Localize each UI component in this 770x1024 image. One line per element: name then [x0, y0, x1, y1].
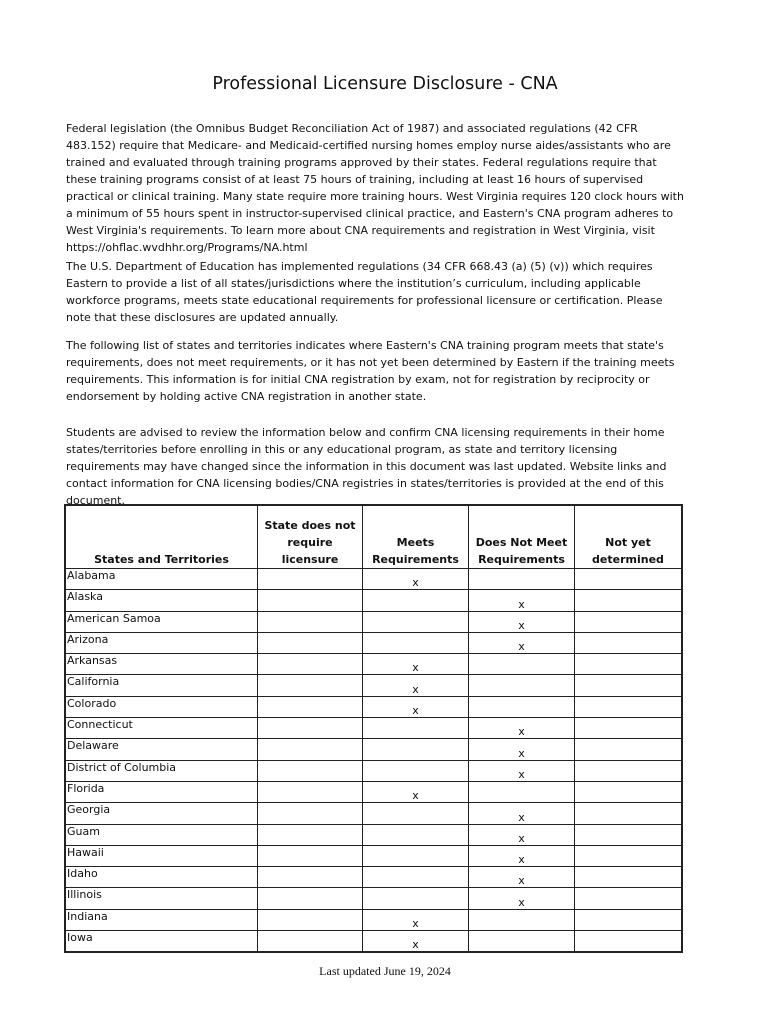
- cell-does-not-meet: x: [469, 739, 575, 760]
- cell-not-determined: [575, 803, 683, 824]
- cell-meets: x: [363, 696, 469, 717]
- page-title: Professional Licensure Disclosure - CNA: [212, 74, 558, 94]
- cell-not-required: [258, 781, 363, 802]
- cell-not-required: [258, 611, 363, 632]
- cell-does-not-meet: [469, 696, 575, 717]
- header-line: Requirements: [478, 553, 565, 566]
- header-line: States and Territories: [94, 553, 229, 566]
- cell-meets: [363, 803, 469, 824]
- table-row: [65, 931, 682, 953]
- cell-does-not-meet: x: [469, 760, 575, 781]
- header-line: Requirements: [372, 553, 459, 566]
- table-row: [65, 739, 682, 760]
- state-name-cell: California: [65, 675, 258, 696]
- cell-meets: [363, 718, 469, 739]
- cell-not-required: [258, 931, 363, 953]
- header-line: Meets: [396, 536, 435, 549]
- state-name-cell: Georgia: [65, 803, 258, 824]
- state-name-cell: Arkansas: [65, 654, 258, 675]
- cell-does-not-meet: x: [469, 803, 575, 824]
- cell-not-determined: [575, 824, 683, 845]
- cell-meets: x: [363, 654, 469, 675]
- state-name-cell: Alabama: [65, 569, 258, 590]
- cell-does-not-meet: x: [469, 611, 575, 632]
- table-row: [65, 654, 682, 675]
- header-line: determined: [592, 553, 664, 566]
- cell-not-determined: [575, 760, 683, 781]
- header-line: Not yet: [605, 536, 651, 549]
- cell-not-determined: [575, 909, 683, 930]
- table-header-row: [65, 505, 682, 569]
- state-name-cell: Colorado: [65, 696, 258, 717]
- table-row: [65, 845, 682, 866]
- cell-meets: x: [363, 569, 469, 590]
- paragraph-federal-legislation: Federal legislation (the Omnibus Budget Reconciliation Act of 1987) and associated regulations (42 CFR 483.152) require that Medicare- and Medicaid-certified nursing homes employ nurse aides/assistants who are trained and evaluated through training programs approved by their states. Federal regulations require that these training programs consist of at least 75 hours of training, including at least 16 hours of supervised practical or clinical training. Many state require more training hours. West Virginia requires 120 clock hours with a minimum of 55 hours spent in instructor-supervised clinical practice, and Eastern's CNA program adheres to West Virginia's requirements. To learn more about CNA requirements and registration in West Virginia, visit https://ohflac.wvdhhr.org/Programs/NA.html: [66, 122, 684, 254]
- table-row: [65, 781, 682, 802]
- cell-meets: x: [363, 781, 469, 802]
- cell-does-not-meet: x: [469, 888, 575, 909]
- header-state-does-not-require-licensure: [258, 505, 363, 569]
- cell-meets: [363, 867, 469, 888]
- state-name-cell: Idaho: [65, 867, 258, 888]
- state-name-cell: District of Columbia: [65, 760, 258, 781]
- header-not-yet-determined: [575, 505, 683, 569]
- table-row: [65, 611, 682, 632]
- cell-meets: [363, 611, 469, 632]
- state-name-cell: Iowa: [65, 931, 258, 953]
- cell-meets: x: [363, 931, 469, 953]
- cell-not-required: [258, 675, 363, 696]
- header-line: licensure: [281, 553, 339, 566]
- cell-does-not-meet: [469, 909, 575, 930]
- cell-not-determined: [575, 931, 683, 953]
- table-row: [65, 675, 682, 696]
- paragraph-list-explanation: The following list of states and territories indicates where Eastern's CNA training program meets that state's requirements, does not meet requirements, or it has not yet been determined by Eastern if the training meets requirements. This information is for initial CNA registration by exam, not for registration by reciprocity or endorsement by holding active CNA registration in another state.: [66, 339, 675, 403]
- cell-does-not-meet: x: [469, 718, 575, 739]
- cell-does-not-meet: x: [469, 632, 575, 653]
- cell-not-determined: [575, 888, 683, 909]
- cell-does-not-meet: x: [469, 824, 575, 845]
- table-row: [65, 718, 682, 739]
- cell-meets: x: [363, 675, 469, 696]
- cell-not-required: [258, 569, 363, 590]
- cell-does-not-meet: [469, 931, 575, 953]
- cell-not-required: [258, 824, 363, 845]
- cell-not-required: [258, 590, 363, 611]
- cell-meets: [363, 590, 469, 611]
- cell-not-determined: [575, 696, 683, 717]
- cell-meets: [363, 845, 469, 866]
- table-row: [65, 760, 682, 781]
- cell-meets: [363, 739, 469, 760]
- table-row: [65, 909, 682, 930]
- cell-does-not-meet: [469, 675, 575, 696]
- cell-does-not-meet: x: [469, 590, 575, 611]
- cell-not-determined: [575, 654, 683, 675]
- cell-does-not-meet: [469, 781, 575, 802]
- state-name-cell: Illinois: [65, 888, 258, 909]
- table-body: [65, 569, 682, 953]
- cell-meets: [363, 632, 469, 653]
- table-row: [65, 824, 682, 845]
- state-name-cell: American Samoa: [65, 611, 258, 632]
- cell-not-required: [258, 845, 363, 866]
- state-name-cell: Alaska: [65, 590, 258, 611]
- cell-not-determined: [575, 675, 683, 696]
- header-states-and-territories: [65, 505, 258, 569]
- cell-not-determined: [575, 739, 683, 760]
- licensure-table: [64, 504, 683, 953]
- cell-does-not-meet: x: [469, 845, 575, 866]
- cell-not-required: [258, 888, 363, 909]
- cell-not-determined: [575, 611, 683, 632]
- table-row: [65, 569, 682, 590]
- state-name-cell: Hawaii: [65, 845, 258, 866]
- state-name-cell: Connecticut: [65, 718, 258, 739]
- cell-meets: x: [363, 909, 469, 930]
- cell-not-required: [258, 654, 363, 675]
- paragraph-student-advisory: Students are advised to review the information below and confirm CNA licensing requirements in their home states/territories before enrolling in this or any educational program, as state and territory licensing requirements may have changed since the information in this document was last updated. Website links and contact information for CNA licensing bodies/CNA registries in states/territories is provided at the end of this document.: [66, 426, 667, 507]
- cell-not-required: [258, 909, 363, 930]
- header-line: State does not: [264, 519, 356, 532]
- state-name-cell: Indiana: [65, 909, 258, 930]
- table-row: [65, 803, 682, 824]
- state-name-cell: Delaware: [65, 739, 258, 760]
- state-name-cell: Guam: [65, 824, 258, 845]
- table-row: [65, 696, 682, 717]
- cell-not-required: [258, 696, 363, 717]
- cell-does-not-meet: [469, 654, 575, 675]
- table-row: [65, 590, 682, 611]
- header-does-not-meet-requirements: [469, 505, 575, 569]
- cell-not-determined: [575, 867, 683, 888]
- header-line: require: [287, 536, 333, 549]
- cell-not-determined: [575, 569, 683, 590]
- cell-not-determined: [575, 718, 683, 739]
- cell-not-determined: [575, 590, 683, 611]
- state-name-cell: Arizona: [65, 632, 258, 653]
- cell-not-required: [258, 867, 363, 888]
- cell-not-determined: [575, 845, 683, 866]
- paragraph-department-of-education: The U.S. Department of Education has implemented regulations (34 CFR 668.43 (a) (5) (v)) which requires Eastern to provide a list of all states/jurisdictions where the institution’s curriculum, including applicable workforce programs, meets state educational requirements for professional licensure or certification. Please note that these disclosures are updated annually.: [66, 260, 663, 324]
- cell-not-determined: [575, 632, 683, 653]
- cell-does-not-meet: x: [469, 867, 575, 888]
- cell-not-required: [258, 739, 363, 760]
- cell-meets: [363, 760, 469, 781]
- cell-not-required: [258, 718, 363, 739]
- table-row: [65, 632, 682, 653]
- cell-meets: [363, 888, 469, 909]
- header-meets-requirements: [363, 505, 469, 569]
- last-updated-footer: Last updated June 19, 2024: [319, 964, 451, 978]
- cell-not-determined: [575, 781, 683, 802]
- table-row: [65, 867, 682, 888]
- header-line: Does Not Meet: [475, 536, 568, 549]
- cell-not-required: [258, 803, 363, 824]
- cell-not-required: [258, 632, 363, 653]
- state-name-cell: Florida: [65, 781, 258, 802]
- cell-meets: [363, 824, 469, 845]
- table-row: [65, 888, 682, 909]
- cell-does-not-meet: [469, 569, 575, 590]
- cell-not-required: [258, 760, 363, 781]
